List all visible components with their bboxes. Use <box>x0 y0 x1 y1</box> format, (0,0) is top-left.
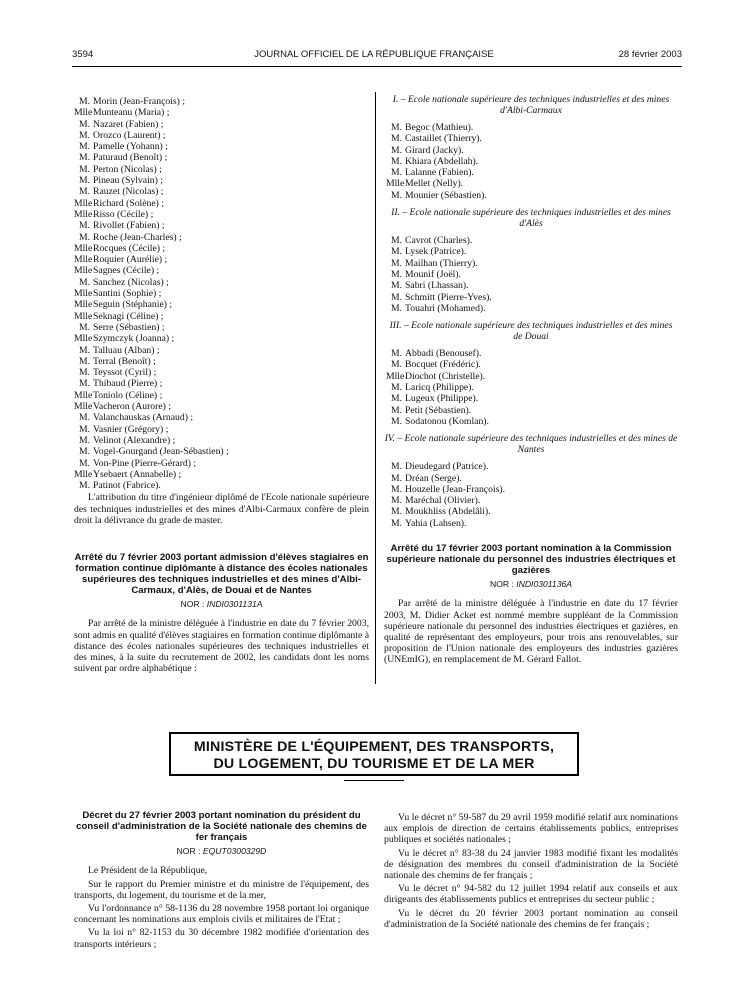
civility: M. <box>390 144 402 156</box>
decret-right-column <box>384 812 678 932</box>
civility: M. <box>390 495 402 507</box>
civility: Mlle <box>74 254 93 266</box>
person-name: Terral (Benoît) ; <box>93 355 156 367</box>
name-entry <box>74 220 369 231</box>
civility: M. <box>390 280 402 292</box>
civility: M. <box>78 423 90 435</box>
person-name: Sodatonou (Komlan). <box>405 415 489 427</box>
name-entry <box>74 367 369 378</box>
name-entry <box>386 484 678 495</box>
decret-paragraph: Vu le décret n° 83-38 du 24 janvier 1983 modifié fixant les modalités de désignation des membres du conseil d'administration de la Société nationale des chemins de fer français ; <box>384 847 678 882</box>
decret-paragraph: Vu le décret n° 59-587 du 29 avril 1959 modifié relatif aux nominations aux emplois de direction de certains établissements publics, entreprises publiques et sociétés nationales ; <box>384 812 678 846</box>
person-name: Ysebaert (Annabelle) ; <box>93 468 182 480</box>
name-entry <box>386 371 678 382</box>
civility: Mlle <box>74 107 93 119</box>
person-name: Rivollet (Fabien) ; <box>93 220 165 232</box>
name-entry <box>386 246 678 257</box>
person-name: Schmitt (Pierre-Yves). <box>405 291 492 303</box>
person-name: Perton (Nicolas) ; <box>93 163 162 175</box>
person-name: Roquier (Aurélie) ; <box>93 254 168 266</box>
name-entry <box>386 461 678 472</box>
civility: M. <box>390 257 402 269</box>
civility: Mlle <box>386 178 405 190</box>
civility: M. <box>390 517 402 529</box>
civility: M. <box>390 246 402 258</box>
decret-paragraph: Vu le décret n° 94-582 du 12 juillet 1994 relatif aux conseils et aux dirigeants des établissements publics et entreprises du secteur public ; <box>384 883 678 906</box>
civility: Mlle <box>74 310 93 322</box>
name-entry <box>386 518 678 529</box>
name-entry <box>386 292 678 303</box>
civility: M. <box>78 220 90 232</box>
person-name: Touahri (Mohamed). <box>405 302 486 314</box>
civility: M. <box>390 506 402 518</box>
civility: M. <box>390 122 402 133</box>
civility: M. <box>390 382 402 394</box>
name-entry <box>386 269 678 280</box>
person-name: Castaillet (Thierry). <box>405 133 482 145</box>
person-name: Paturaud (Benoît) ; <box>93 152 168 164</box>
name-entry <box>386 122 678 133</box>
name-entry <box>74 401 369 412</box>
name-entry <box>74 152 369 163</box>
civility: M. <box>390 302 402 314</box>
civility: Mlle <box>386 370 405 382</box>
name-entry <box>386 506 678 517</box>
person-name: Seguin (Stéphanie) ; <box>93 299 173 311</box>
school-name-list <box>384 461 678 529</box>
name-entry <box>74 209 369 220</box>
person-name: Santini (Sophie) ; <box>93 288 162 300</box>
name-entry <box>74 458 369 469</box>
civility: M. <box>78 141 90 153</box>
name-entry <box>386 473 678 484</box>
name-entry <box>386 348 678 359</box>
civility: M. <box>78 344 90 356</box>
civility: M. <box>78 321 90 333</box>
name-entry <box>386 495 678 506</box>
decret-nor: NOR : EQUT0300329D <box>176 846 267 856</box>
person-name: Orozco (Laurent) ; <box>93 129 166 141</box>
person-name: Lysek (Patrice). <box>405 246 467 258</box>
civility: Mlle <box>74 401 93 413</box>
decret-left-column <box>74 810 369 952</box>
civility: M. <box>390 472 402 484</box>
decret-paragraph: Sur le rapport du Premier ministre et du ministre de l'équipement, des transports, du logement, du tourisme et de la mer, <box>74 878 369 901</box>
civility: M. <box>78 355 90 367</box>
arrete-text: Par arrêté de la ministre déléguée à l'industrie en date du 7 février 2003, sont admis en qualité d'élèves stagiaires en formation continue diplômante à distance des écoles nationales supérieures des techniques industrielles et des mines, à la suite du recrutement de 2002, les candidats dont les noms suivent par ordre alphabétique : <box>74 618 369 675</box>
decret-paragraph: Le Président de la République, <box>88 865 208 877</box>
person-name: Sanchez (Nicolas) ; <box>93 276 169 288</box>
person-name: Roche (Jean-Charles) ; <box>93 231 182 243</box>
decret-right-paragraphs <box>384 812 678 930</box>
person-name: Moukhliss (Abdelâli). <box>405 506 491 518</box>
name-entry <box>386 235 678 246</box>
name-entry <box>386 382 678 393</box>
decret-title: Décret du 27 février 2003 portant nomination du président du conseil d'administration de la Société nationale des chemins de fer français <box>76 810 367 843</box>
header-rule <box>72 66 682 67</box>
issue-date: 28 février 2003 <box>618 49 682 60</box>
person-name: Dréan (Serge). <box>405 472 462 484</box>
civility: M. <box>78 480 90 492</box>
decret-paragraph: Vu le décret du 20 février 2003 portant nomination au conseil d'administration de la Société nationale des chemins de fer français ; <box>384 907 678 930</box>
arrete-title: Arrêté du 7 février 2003 portant admission d'élèves stagiaires en formation continue diplômante à distance des écoles nationales supérieures des techniques industrielles et des mines d'Albi-Carmaux, d'Alès, de Douai et de Nantes <box>74 552 369 596</box>
person-name: Mounier (Sébastien). <box>405 189 487 201</box>
name-entry <box>74 96 369 107</box>
civility: M. <box>390 291 402 303</box>
person-name: Von-Pine (Pierre-Gérard) ; <box>93 457 197 469</box>
school-name-list <box>384 122 678 201</box>
person-name: Dieudegard (Patrice). <box>405 461 489 473</box>
name-entry <box>74 186 369 197</box>
person-name: Mounif (Joël). <box>405 268 461 280</box>
name-entry <box>74 175 369 186</box>
name-entry <box>74 333 369 344</box>
name-entry <box>74 311 369 322</box>
name-entry <box>74 378 369 389</box>
person-name: Laricq (Philippe). <box>405 382 474 394</box>
person-name: Girard (Jacky). <box>405 144 464 156</box>
civility: M. <box>390 404 402 416</box>
arrete-title-2: Arrêté du 17 février 2003 portant nomination à la Commission supérieure nationale du personnel des industries électriques et gazières <box>386 543 676 577</box>
name-entry <box>386 190 678 201</box>
nor-reference-2: NOR : INDI0301136A <box>489 579 572 590</box>
name-entry <box>386 133 678 144</box>
name-entry <box>74 277 369 288</box>
decret-paragraph: Vu la loi n° 82-1153 du 30 décembre 1982 modifiée d'orientation des transports intérieurs ; <box>74 927 369 950</box>
name-entry <box>386 280 678 291</box>
person-name: Munteanu (Maria) ; <box>93 107 170 119</box>
person-name: Mellet (Nelly). <box>405 178 464 190</box>
civility: M. <box>78 412 90 424</box>
ministry-banner <box>169 732 579 776</box>
name-entry <box>386 393 678 404</box>
civility: Mlle <box>74 299 93 311</box>
civility: M. <box>390 348 402 360</box>
name-entry <box>386 178 678 189</box>
civility: M. <box>390 359 402 371</box>
name-entry <box>74 435 369 446</box>
banner-underline <box>344 780 404 781</box>
person-name: Patinot (Fabrice). <box>93 480 161 492</box>
name-entry <box>74 345 369 356</box>
school-heading: II. – Ecole nationale supérieure des techniques industrielles et des mines d'Alès <box>391 207 671 230</box>
person-name: Pineau (Sylvain) ; <box>93 175 163 187</box>
school-heading: III. – Ecole nationale supérieure des techniques industrielles et des mines de Douai <box>389 320 673 343</box>
civility: M. <box>78 367 90 379</box>
person-name: Teyssot (Cyril) ; <box>93 367 157 379</box>
school-heading: I. – Ecole nationale supérieure des techniques industrielles et des mines d'Albi-Carmaux <box>392 94 670 116</box>
name-entry <box>74 107 369 118</box>
civility: Mlle <box>74 197 93 209</box>
name-entry <box>74 412 369 423</box>
name-entry <box>74 469 369 480</box>
civility: M. <box>78 231 90 243</box>
person-name: Cavrot (Charles). <box>405 235 473 247</box>
person-name: Mailhan (Thierry). <box>405 257 478 269</box>
civility: M. <box>78 434 90 446</box>
name-entry <box>74 480 369 491</box>
arrete-text-2: Par arrêté de la ministre déléguée à l'industrie en date du 17 février 2003, M. Didier Acket est nommé membre suppléant de la Commission supérieure nationale du personnel des industries électriques et gazières, en qualité de représentant des employeurs, pour trois ans renouvelables, sur proposition de l'Union nationale des employeurs des industries gazières (UNEmIG), en remplacement de M. Gérard Fallot. <box>384 598 678 666</box>
person-name: Seknagi (Céline) ; <box>93 310 164 322</box>
name-entry <box>386 258 678 269</box>
civility: M. <box>78 175 90 187</box>
name-entry <box>386 156 678 167</box>
school-heading: IV. – Ecole nationale supérieure des techniques industrielles et des mines de Nantes <box>384 433 678 456</box>
civility: M. <box>78 446 90 458</box>
name-entry <box>74 130 369 141</box>
civility: Mlle <box>74 468 93 480</box>
decret-paragraph: Vu l'ordonnance n° 58-1136 du 28 novembre 1958 portant loi organique concernant les nominations aux emplois civils et militaires de l'Etat ; <box>74 902 369 926</box>
person-name: Talluau (Alban) ; <box>93 344 160 356</box>
name-entry <box>74 446 369 457</box>
person-name: Lugeux (Philippe). <box>405 393 479 405</box>
name-entry <box>74 141 369 152</box>
civility: M. <box>78 163 90 175</box>
name-entry <box>386 359 678 370</box>
person-name: Morin (Jean-François) ; <box>93 96 186 107</box>
person-name: Toniolo (Céline) ; <box>93 389 163 401</box>
civility: M. <box>78 152 90 164</box>
person-name: Lalanne (Fabien). <box>405 167 474 179</box>
name-entry <box>386 145 678 156</box>
name-entry <box>74 265 369 276</box>
civility: Mlle <box>74 265 93 277</box>
right-column <box>384 94 678 666</box>
left-column <box>74 96 369 674</box>
name-entry <box>74 424 369 435</box>
civility: M. <box>78 186 90 198</box>
person-name: Abbadi (Benousef). <box>405 348 482 360</box>
person-name: Rauzet (Nicolas) ; <box>93 186 164 198</box>
person-name: Yahia (Lahsen). <box>405 517 467 529</box>
civility: M. <box>78 96 90 107</box>
person-name: Thibaud (Pierre) ; <box>93 378 163 390</box>
left-name-list <box>74 96 369 491</box>
person-name: Velinot (Alexandre) ; <box>93 434 176 446</box>
person-name: Pamelle (Yohann) ; <box>93 141 168 153</box>
name-entry <box>386 167 678 178</box>
school-name-list <box>384 348 678 427</box>
name-entry <box>74 356 369 367</box>
civility: M. <box>390 461 402 473</box>
journal-title: JOURNAL OFFICIEL DE LA RÉPUBLIQUE FRANÇAISE <box>254 49 494 60</box>
person-name: Petit (Sébastien). <box>405 404 472 416</box>
person-name: Diochot (Christelle). <box>405 370 486 382</box>
person-name: Bocquet (Frédéric). <box>405 359 481 371</box>
name-entry <box>74 232 369 243</box>
person-name: Rocques (Cécile) ; <box>93 242 166 254</box>
civility: M. <box>390 415 402 427</box>
civility: M. <box>390 235 402 247</box>
civility: M. <box>390 155 402 167</box>
name-entry <box>386 416 678 427</box>
school-sections <box>384 94 678 529</box>
civility: Mlle <box>74 288 93 300</box>
name-entry <box>74 198 369 209</box>
name-entry <box>74 299 369 310</box>
civility: M. <box>78 118 90 130</box>
name-entry <box>74 322 369 333</box>
person-name: Maréchal (Olivier). <box>405 495 481 507</box>
person-name: Richard (Solène) ; <box>93 197 165 209</box>
person-name: Sagnes (Cécile) ; <box>93 265 160 277</box>
name-entry <box>74 288 369 299</box>
person-name: Begoc (Mathieu). <box>405 122 474 133</box>
civility: M. <box>390 483 402 495</box>
column-divider <box>375 92 376 684</box>
person-name: Valanchauskas (Arnaud) ; <box>93 412 194 424</box>
person-name: Nazaret (Fabien) ; <box>93 118 164 130</box>
civility: M. <box>390 189 402 201</box>
civility: M. <box>78 378 90 390</box>
person-name: Vasnier (Grégory) ; <box>93 423 169 435</box>
name-entry <box>74 254 369 265</box>
name-entry <box>386 405 678 416</box>
ministry-line-1: MINISTÈRE DE L'ÉQUIPEMENT, DES TRANSPORTS, <box>193 739 555 755</box>
person-name: Khiara (Abdellah). <box>405 155 479 167</box>
name-entry <box>386 303 678 314</box>
name-entry <box>74 243 369 254</box>
ministry-line-2: DU LOGEMENT, DU TOURISME ET DE LA MER <box>213 756 535 772</box>
civility: M. <box>390 268 402 280</box>
person-name: Vogel-Gourgand (Jean-Sébastien) ; <box>93 446 229 458</box>
civility: M. <box>390 133 402 145</box>
civility: Mlle <box>74 389 93 401</box>
civility: Mlle <box>74 242 93 254</box>
civility: M. <box>78 457 90 469</box>
person-name: Serre (Sébastien) ; <box>93 321 165 333</box>
civility: M. <box>390 167 402 179</box>
page-number: 3594 <box>72 49 94 60</box>
name-entry <box>74 119 369 130</box>
person-name: Sabri (Lhassan). <box>405 280 469 292</box>
nor-reference: NOR : INDI0301131A <box>180 599 263 609</box>
decret-left-paragraphs <box>74 865 369 949</box>
school-name-list <box>384 235 678 314</box>
civility: Mlle <box>74 333 93 345</box>
civility: M. <box>390 393 402 405</box>
name-entry <box>74 164 369 175</box>
person-name: Houzelle (Jean-François). <box>405 483 506 495</box>
civility: M. <box>78 129 90 141</box>
person-name: Szymczyk (Joanna) ; <box>93 333 175 345</box>
civility: M. <box>78 276 90 288</box>
civility: Mlle <box>74 208 93 220</box>
name-entry <box>74 390 369 401</box>
closing-paragraph: L'attribution du titre d'ingénieur diplômé de l'Ecole nationale supérieure des techniques industrielles et des mines d'Albi-Carmaux confère de plein droit la délivrance du grade de master. <box>74 492 369 526</box>
person-name: Risso (Cécile) ; <box>93 208 154 220</box>
person-name: Vacheron (Aurore) ; <box>93 401 172 413</box>
